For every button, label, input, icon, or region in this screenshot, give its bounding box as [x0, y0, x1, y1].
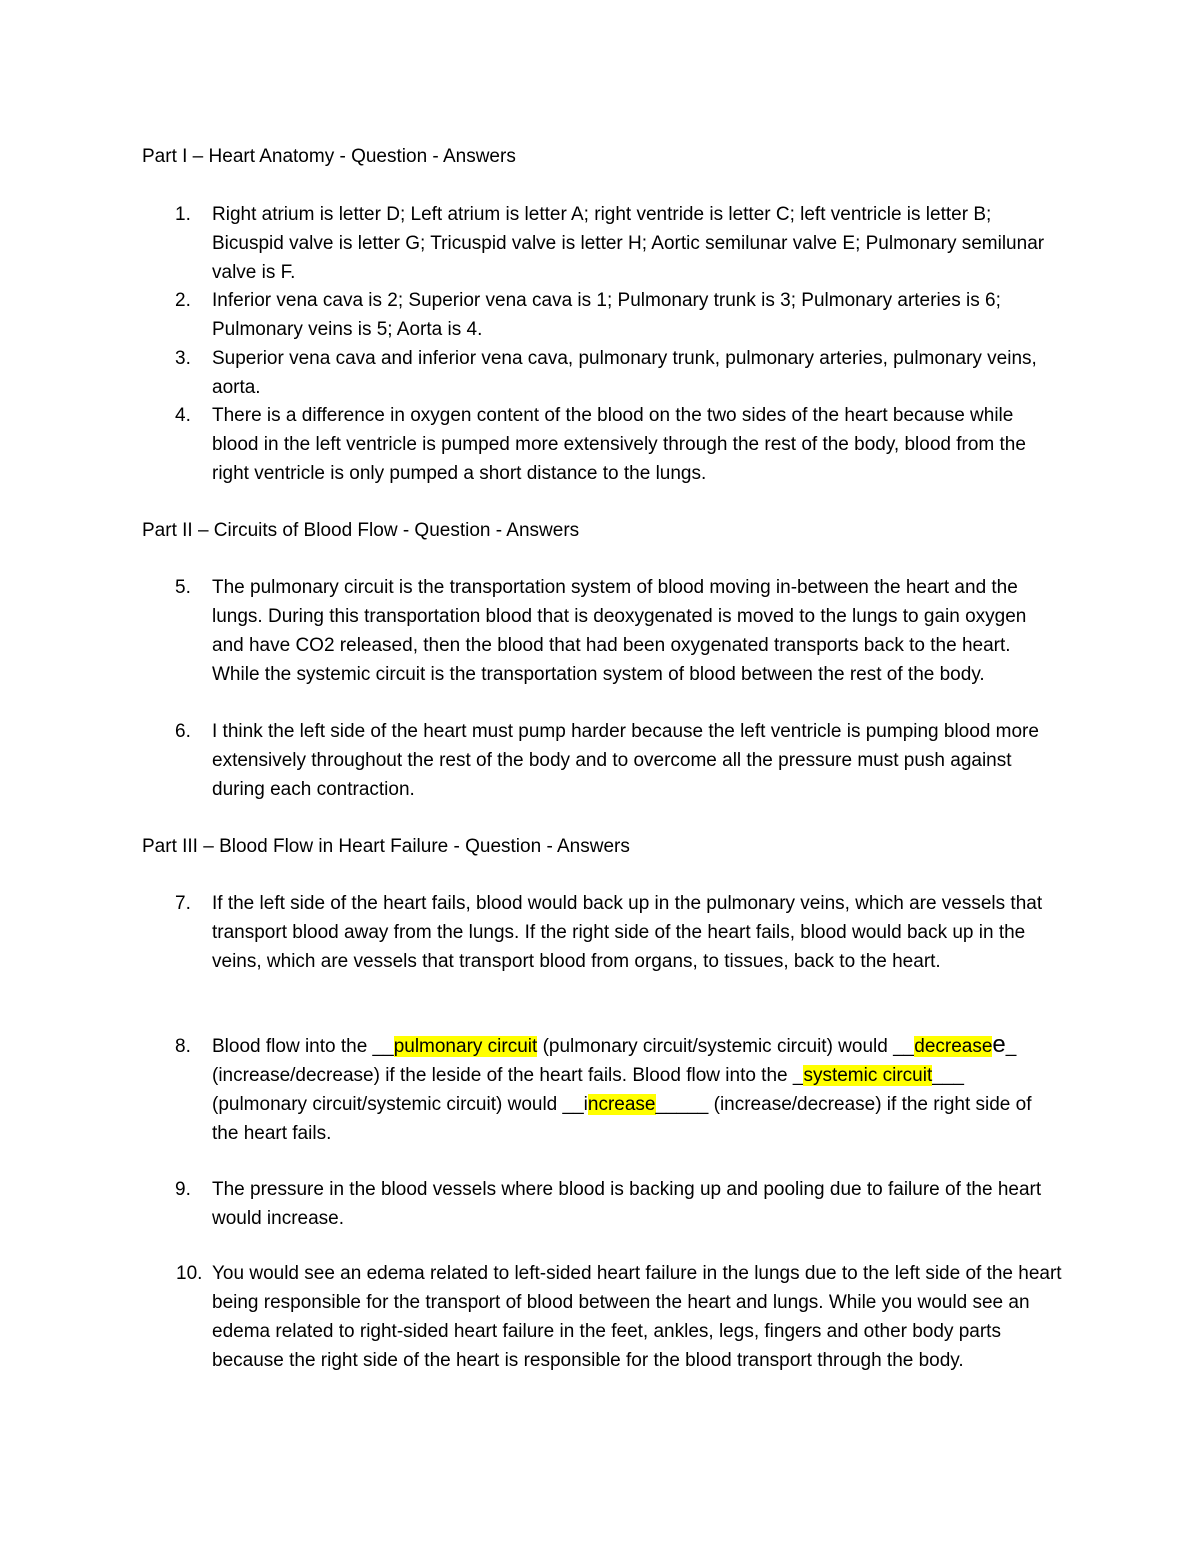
- item-number: 7.: [175, 893, 191, 914]
- item-text: If the left side of the heart fails, blood would back up in the pulmonary veins, which are vessels that transport blood away from the lungs. If the right side of the heart fails, blood would back up in the veins, which are vessels that transport blood from organs, to tissues, back to the heart.: [212, 893, 1043, 972]
- item-number: 1.: [175, 204, 191, 225]
- item-text: There is a difference in oxygen content of the blood on the two sides of the heart because while blood in the left ventricle is pumped more extensively through the rest of the body, blood from the right ventricle is only pumped a short distance to the lungs.: [212, 405, 1026, 484]
- text-segment: side of the heart fails. Blood flow into the _: [446, 1065, 804, 1086]
- item-number: 4.: [175, 405, 191, 426]
- answer-item-7: [142, 889, 1062, 976]
- item-text: Inferior vena cava is 2; Superior vena cava is 1; Pulmonary trunk is 3; Pulmonary arteries is 6; Pulmonary veins is 5; Aorta is 4.: [212, 290, 1001, 340]
- answer-item-8: [142, 1032, 1062, 1148]
- text-segment: (pulmonary circuit/systemic circuit) would __: [537, 1036, 915, 1057]
- item-text: Right atrium is letter D; Left atrium is letter A; right ventride is letter C; left ventricle is letter B; Bicuspid valve is letter G; Tricuspid valve is letter H; Aortic semilunar valve E; Pulmonary semilunar valve is F.: [212, 204, 1045, 283]
- answer-item-1: [142, 200, 1062, 287]
- text-segment-extra-letter: e: [992, 1031, 1006, 1058]
- highlighted-answer-pulmonary-circuit: pulmonary circuit: [393, 1036, 538, 1057]
- section-heading-part-2: Part II – Circuits of Blood Flow - Question - Answers: [142, 520, 580, 541]
- text-segment: ___ (pulmonary circuit/systemic circuit) would __i: [212, 1065, 964, 1115]
- item-number: 6.: [175, 721, 191, 742]
- text-segment: _ (increase/decrease) if the le: [212, 1036, 1017, 1086]
- item-text: Superior vena cava and inferior vena cava, pulmonary trunk, pulmonary arteries, pulmonary veins, aorta.: [212, 348, 1037, 398]
- item-text: I think the left side of the heart must pump harder because the left ventricle is pumping blood more extensively throughout the rest of the body and to overcome all the pressure must push against during each contraction.: [212, 721, 1039, 800]
- item-number: 10.: [176, 1263, 203, 1284]
- highlighted-answer-increase: ncrease: [587, 1094, 656, 1115]
- item-number: 5.: [175, 577, 191, 598]
- item-number: 8.: [175, 1036, 191, 1057]
- section-heading-part-1: Part I – Heart Anatomy - Question - Answers: [142, 146, 516, 167]
- answer-item-2: [142, 286, 1062, 344]
- highlighted-answer-decrease: decrease: [914, 1036, 993, 1057]
- text-segment: Blood flow into the __: [212, 1036, 394, 1057]
- answer-item-3: [142, 344, 1062, 402]
- item-number: 9.: [175, 1179, 191, 1200]
- item-number: 2.: [175, 290, 191, 311]
- text-segment: _____ (increase/decrease) if the right side of the heart fails.: [212, 1094, 1032, 1144]
- answer-item-10: [142, 1259, 1062, 1375]
- answer-item-6: [142, 717, 1062, 804]
- item-number: 3.: [175, 348, 191, 369]
- item-text: The pressure in the blood vessels where blood is backing up and pooling due to failure of the heart would increase.: [212, 1179, 1042, 1229]
- item-text: You would see an edema related to left-sided heart failure in the lungs due to the left side of the heart being responsible for the transport of blood between the heart and lungs. While you would see an edema related to right-sided heart failure in the feet, ankles, legs, fingers and other body parts because the right side of the heart is responsible for the blood transport through the body.: [212, 1263, 1062, 1371]
- answer-item-4: [142, 401, 1062, 488]
- highlighted-answer-systemic-circuit: systemic circuit: [803, 1065, 933, 1086]
- answer-item-9: [142, 1175, 1062, 1233]
- item-text-fill-in: [212, 1032, 1062, 1148]
- item-text: The pulmonary circuit is the transportation system of blood moving in-between the heart and the lungs. During this transportation blood that is deoxygenated is moved to the lungs to gain oxygen and have CO2 released, then the blood that had been oxygenated transports back to the heart. While the systemic circuit is the transportation system of blood between the rest of the body.: [212, 577, 1027, 685]
- section-heading-part-3: Part III – Blood Flow in Heart Failure - Question - Answers: [142, 836, 630, 857]
- answer-item-5: [142, 573, 1062, 689]
